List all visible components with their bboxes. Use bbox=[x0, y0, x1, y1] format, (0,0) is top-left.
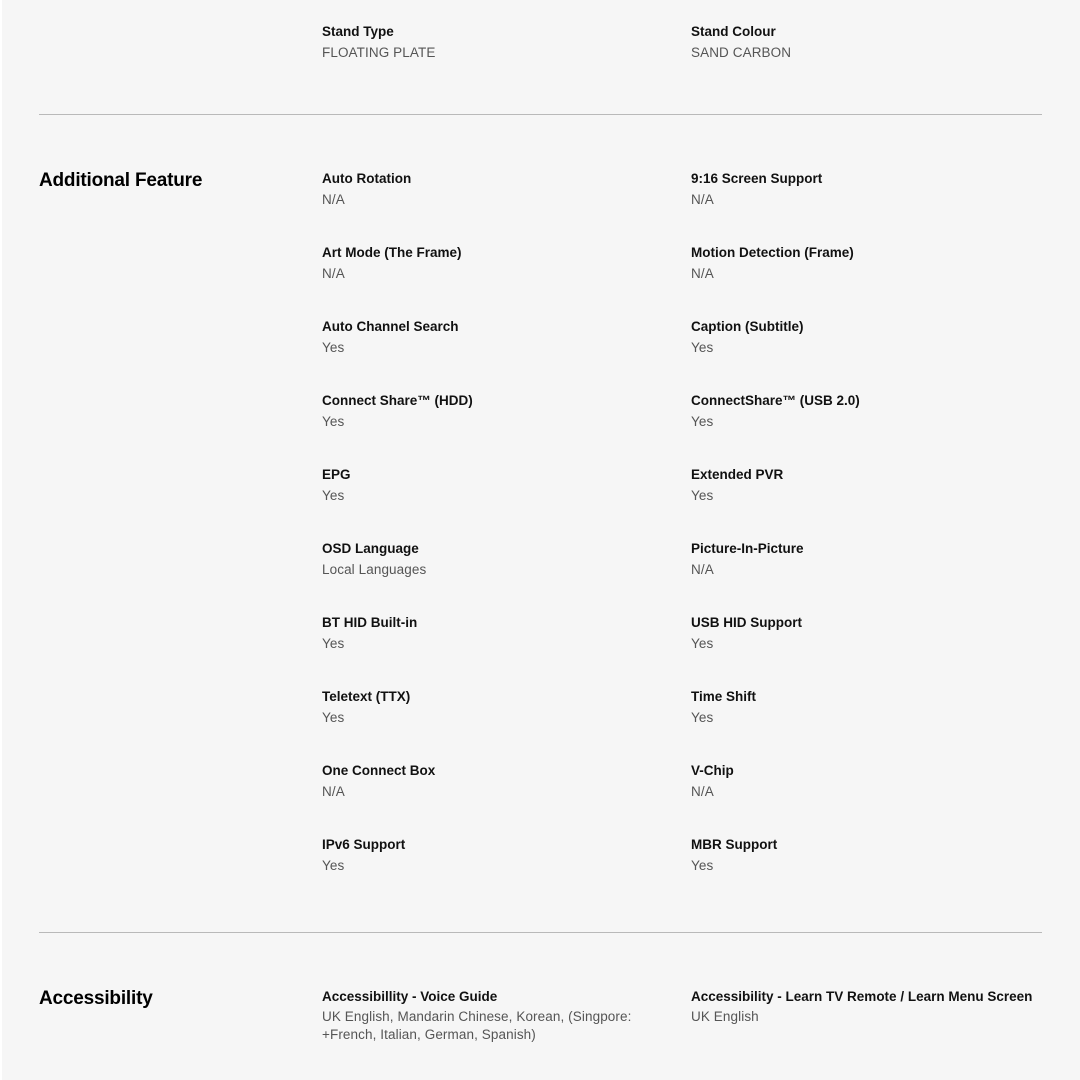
spec-item-one-connect-box bbox=[322, 762, 691, 804]
spec-value: UK English bbox=[691, 1009, 759, 1024]
spec-label: V-Chip bbox=[691, 763, 734, 778]
spec-label: USB HID Support bbox=[691, 615, 802, 630]
spec-item-caption bbox=[691, 318, 1042, 360]
section-title: Additional Feature bbox=[39, 170, 203, 191]
spec-item-learn-tv-remote bbox=[691, 988, 1042, 1044]
spec-label: EPG bbox=[322, 467, 351, 482]
spec-value: Yes bbox=[691, 340, 714, 355]
spec-label: Extended PVR bbox=[691, 467, 784, 482]
spec-value: N/A bbox=[691, 192, 714, 207]
section-divider bbox=[39, 114, 1042, 115]
spec-label: BT HID Built-in bbox=[322, 615, 418, 630]
spec-value: N/A bbox=[691, 784, 714, 799]
spec-value: FLOATING PLATE bbox=[322, 45, 436, 60]
stand-spec-grid bbox=[322, 23, 1042, 65]
spec-item-voice-guide bbox=[322, 988, 691, 1044]
spec-item-epg bbox=[322, 466, 691, 508]
spec-item-bt-hid bbox=[322, 614, 691, 656]
spec-label: Accessibillity - Voice Guide bbox=[322, 989, 498, 1004]
spec-item-usb-hid bbox=[691, 614, 1042, 656]
spec-label: Stand Type bbox=[322, 24, 394, 39]
spec-label: Accessibility - Learn TV Remote / Learn Menu Screen bbox=[691, 989, 1033, 1004]
spec-value: UK English, Mandarin Chinese, Korean, (Singpore: +French, Italian, German, Spanish) bbox=[322, 1009, 632, 1042]
spec-item-time-shift bbox=[691, 688, 1042, 730]
spec-label: Art Mode (The Frame) bbox=[322, 245, 462, 260]
spec-value: N/A bbox=[322, 784, 345, 799]
spec-item-osd-language bbox=[322, 540, 691, 582]
spec-item-art-mode bbox=[322, 244, 691, 286]
spec-label: Motion Detection (Frame) bbox=[691, 245, 854, 260]
spec-value: Yes bbox=[691, 636, 714, 651]
spec-item-connect-share-usb bbox=[691, 392, 1042, 434]
spec-item-motion-detection bbox=[691, 244, 1042, 286]
spec-value: Yes bbox=[691, 414, 714, 429]
spec-value: Local Languages bbox=[322, 562, 427, 577]
spec-value: Yes bbox=[322, 340, 345, 355]
spec-label: OSD Language bbox=[322, 541, 419, 556]
spec-item-ipv6-support bbox=[322, 836, 691, 878]
spec-value: N/A bbox=[322, 266, 345, 281]
spec-value: N/A bbox=[691, 562, 714, 577]
spec-item-v-chip bbox=[691, 762, 1042, 804]
spec-value: N/A bbox=[691, 266, 714, 281]
spec-page bbox=[2, 0, 1080, 1080]
spec-item-screen-support bbox=[691, 170, 1042, 212]
spec-item-teletext bbox=[322, 688, 691, 730]
spec-label: Time Shift bbox=[691, 689, 757, 704]
spec-value: Yes bbox=[322, 858, 345, 873]
spec-item-auto-rotation bbox=[322, 170, 691, 212]
spec-label: IPv6 Support bbox=[322, 837, 406, 852]
spec-item-picture-in-picture bbox=[691, 540, 1042, 582]
spec-value: SAND CARBON bbox=[691, 45, 792, 60]
spec-label: 9:16 Screen Support bbox=[691, 171, 823, 186]
spec-label: One Connect Box bbox=[322, 763, 436, 778]
spec-value: Yes bbox=[322, 414, 345, 429]
spec-item-stand-colour bbox=[691, 23, 1042, 65]
spec-label: MBR Support bbox=[691, 837, 778, 852]
spec-value: N/A bbox=[322, 192, 345, 207]
section-divider bbox=[39, 932, 1042, 933]
spec-value: Yes bbox=[691, 858, 714, 873]
accessibility-spec-grid bbox=[322, 988, 1042, 1044]
spec-label: Auto Rotation bbox=[322, 171, 412, 186]
spec-label: ConnectShare™ (USB 2.0) bbox=[691, 393, 860, 408]
spec-value: Yes bbox=[322, 710, 345, 725]
spec-item-connect-share-hdd bbox=[322, 392, 691, 434]
spec-label: Connect Share™ (HDD) bbox=[322, 393, 473, 408]
spec-label: Stand Colour bbox=[691, 24, 776, 39]
spec-item-auto-channel-search bbox=[322, 318, 691, 360]
spec-value: Yes bbox=[691, 488, 714, 503]
spec-label: Picture-In-Picture bbox=[691, 541, 804, 556]
spec-value: Yes bbox=[322, 488, 345, 503]
spec-label: Teletext (TTX) bbox=[322, 689, 411, 704]
spec-value: Yes bbox=[691, 710, 714, 725]
spec-label: Auto Channel Search bbox=[322, 319, 459, 334]
spec-item-extended-pvr bbox=[691, 466, 1042, 508]
section-title: Accessibility bbox=[39, 988, 153, 1009]
spec-item-mbr-support bbox=[691, 836, 1042, 878]
spec-value: Yes bbox=[322, 636, 345, 651]
spec-label: Caption (Subtitle) bbox=[691, 319, 804, 334]
spec-item-stand-type bbox=[322, 23, 691, 65]
additional-feature-spec-grid bbox=[322, 170, 1042, 878]
